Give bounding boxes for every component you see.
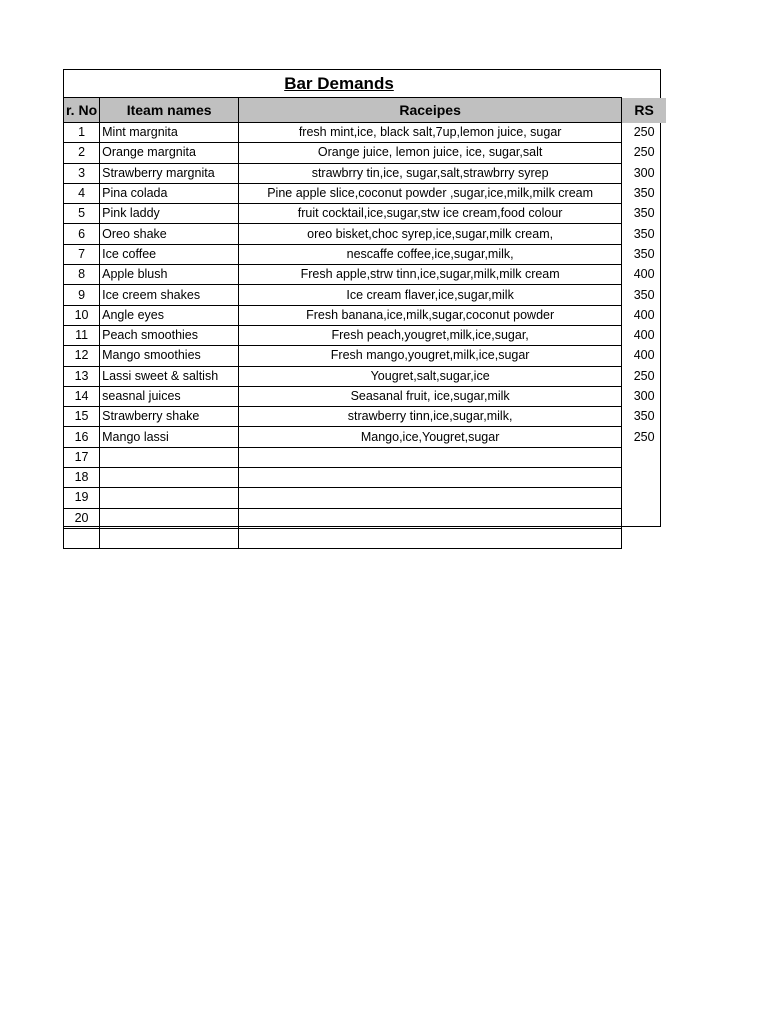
item-price: 350 <box>633 206 655 221</box>
item-price: 400 <box>633 328 655 343</box>
item-price: 300 <box>633 165 655 180</box>
table-row <box>64 386 667 406</box>
row-number: 3 <box>64 163 100 183</box>
item-recipe: Mango,ice,Yougret,sugar <box>239 427 622 447</box>
item-name: Strawberry margnita <box>100 163 239 183</box>
item-price: 250 <box>633 368 655 383</box>
row-number: 20 <box>64 508 100 528</box>
item-recipe: Pine apple slice,coconut powder ,sugar,ice,milk,milk cream <box>239 183 622 203</box>
item-recipe: Seasanal fruit, ice,sugar,milk <box>239 386 622 406</box>
item-price: 250 <box>633 145 655 160</box>
table-row <box>64 488 667 508</box>
item-name: Mango lassi <box>100 427 239 447</box>
item-recipe: Fresh banana,ice,milk,sugar,coconut powder <box>239 305 622 325</box>
item-recipe: Fresh peach,yougret,milk,ice,sugar, <box>239 325 622 345</box>
table-row <box>64 447 667 467</box>
table-row <box>64 528 667 548</box>
table-row <box>64 183 667 203</box>
row-number: 11 <box>64 325 100 345</box>
item-price <box>622 468 667 488</box>
bar-demands-table <box>63 97 667 549</box>
row-number <box>64 528 100 548</box>
item-price: 350 <box>633 246 655 261</box>
item-name: Pink laddy <box>100 204 239 224</box>
row-number: 16 <box>64 427 100 447</box>
row-number: 10 <box>64 305 100 325</box>
item-price: 250 <box>633 429 655 444</box>
header-recipe: Raceipes <box>239 98 622 123</box>
table-row <box>64 123 667 143</box>
item-name: Lassi sweet & saltish <box>100 366 239 386</box>
item-price: 350 <box>633 186 655 201</box>
item-name: Apple blush <box>100 265 239 285</box>
table-row <box>64 305 667 325</box>
item-recipe: Yougret,salt,sugar,ice <box>239 366 622 386</box>
sheet-title <box>63 71 615 97</box>
header-no: r. No <box>64 98 100 123</box>
item-name: Strawberry shake <box>100 407 239 427</box>
table-row <box>64 285 667 305</box>
item-name <box>100 508 239 528</box>
item-name: Angle eyes <box>100 305 239 325</box>
item-recipe: oreo bisket,choc syrep,ice,sugar,milk cream, <box>239 224 622 244</box>
item-price <box>622 528 667 548</box>
item-price <box>622 508 667 528</box>
item-recipe <box>239 447 622 467</box>
item-recipe: strawberry tinn,ice,sugar,milk, <box>239 407 622 427</box>
item-price <box>622 447 667 467</box>
table-row <box>64 143 667 163</box>
table-row <box>64 244 667 264</box>
item-recipe: fruit cocktail,ice,sugar,stw ice cream,food colour <box>239 204 622 224</box>
row-number: 19 <box>64 488 100 508</box>
item-recipe: Orange juice, lemon juice, ice, sugar,salt <box>239 143 622 163</box>
item-name: Ice creem shakes <box>100 285 239 305</box>
item-name <box>100 528 239 548</box>
item-name: Mango smoothies <box>100 346 239 366</box>
item-recipe: nescaffe coffee,ice,sugar,milk, <box>239 244 622 264</box>
item-recipe <box>239 468 622 488</box>
item-price: 350 <box>633 287 655 302</box>
table-row <box>64 346 667 366</box>
item-recipe <box>239 488 622 508</box>
table-row <box>64 204 667 224</box>
row-number: 1 <box>64 123 100 143</box>
row-number: 5 <box>64 204 100 224</box>
item-price: 400 <box>633 267 655 282</box>
row-number: 2 <box>64 143 100 163</box>
item-price: 350 <box>633 226 655 241</box>
row-number: 7 <box>64 244 100 264</box>
table-row <box>64 366 667 386</box>
item-name: Peach smoothies <box>100 325 239 345</box>
table-row <box>64 265 667 285</box>
item-price: 400 <box>633 307 655 322</box>
item-recipe: fresh mint,ice, black salt,7up,lemon juice, sugar <box>239 123 622 143</box>
table-row <box>64 224 667 244</box>
row-number: 13 <box>64 366 100 386</box>
row-number: 9 <box>64 285 100 305</box>
row-number: 12 <box>64 346 100 366</box>
header-rs: RS <box>622 98 667 123</box>
item-name: seasnal juices <box>100 386 239 406</box>
item-name <box>100 468 239 488</box>
row-number: 18 <box>64 468 100 488</box>
item-name: Mint margnita <box>100 123 239 143</box>
table-row <box>64 325 667 345</box>
header-row <box>64 98 667 123</box>
item-name: Oreo shake <box>100 224 239 244</box>
item-price: 350 <box>633 409 655 424</box>
table-row <box>64 163 667 183</box>
row-number: 15 <box>64 407 100 427</box>
header-name: Iteam names <box>100 98 239 123</box>
item-name: Pina colada <box>100 183 239 203</box>
item-name: Ice coffee <box>100 244 239 264</box>
row-number: 8 <box>64 265 100 285</box>
item-price: 300 <box>633 389 655 403</box>
item-recipe <box>239 528 622 548</box>
item-recipe <box>239 508 622 528</box>
item-price <box>622 488 667 508</box>
item-recipe: Fresh apple,strw tinn,ice,sugar,milk,milk cream <box>239 265 622 285</box>
row-number: 4 <box>64 183 100 203</box>
item-name: Orange margnita <box>100 143 239 163</box>
item-name <box>100 488 239 508</box>
item-name <box>100 447 239 467</box>
row-number: 6 <box>64 224 100 244</box>
table-row <box>64 508 667 528</box>
item-recipe: Ice cream flaver,ice,sugar,milk <box>239 285 622 305</box>
table-row <box>64 468 667 488</box>
table-row <box>64 427 667 447</box>
item-price: 250 <box>633 125 655 140</box>
item-price: 400 <box>633 348 655 363</box>
sheet-title-text: Bar Demands <box>284 74 394 93</box>
row-number: 14 <box>64 386 100 406</box>
item-recipe: strawbrry tin,ice, sugar,salt,strawbrry syrep <box>239 163 622 183</box>
table-row <box>64 407 667 427</box>
row-number: 17 <box>64 447 100 467</box>
item-recipe: Fresh mango,yougret,milk,ice,sugar <box>239 346 622 366</box>
